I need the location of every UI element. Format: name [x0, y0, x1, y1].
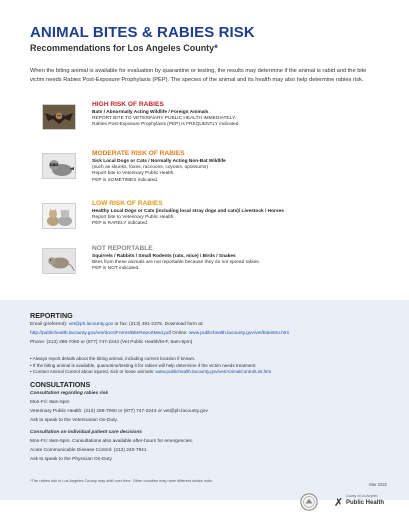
reporting-bullets: [30, 356, 386, 376]
reporting-email-line: [30, 322, 386, 328]
risk-reason-not-reportable: Bites from these animals are not reportable because they do not spread rabies.: [92, 259, 260, 265]
email-link[interactable]: vet@ph.lacounty.gov: [68, 322, 114, 327]
risk-heading-moderate: MODERATE RISK OF RABIES: [92, 150, 185, 157]
acute-disease-contact: Acute Communicable Disease Control: (213) 240-7941: [30, 448, 147, 453]
revision-date: Mar 2022: [369, 482, 387, 487]
form-link[interactable]: http://publichealth.lacounty.gov/vet/docs/Forms/BiteReportMed.pdf: [30, 331, 171, 336]
risk-section-moderate: [30, 150, 380, 194]
risk-section-not-reportable: [30, 245, 380, 289]
risk-heading-high: HIGH RISK OF RABIES: [92, 101, 164, 108]
fax-text: or fax: (213) 481-2375. Download form at:: [113, 322, 204, 327]
animal-control-link[interactable]: www.publichealth.lacounty.gov/vet/AnimalControlList.htm: [155, 369, 272, 375]
risk-pep-low: PEP is RARELY indicated.: [92, 221, 149, 227]
risk-examples-moderate: (such as skunks, foxes, raccoons, coyotes, opossums): [92, 164, 208, 170]
risk-animals-moderate: Sick Local Dogs or Cats / Normally Acting Non-Bat Wildlife: [92, 158, 226, 164]
vet-public-health-contact: Veterinary Public Health: (213) 288-7060 or (877) 747-2243 or vet@ph.lacounty.gov: [30, 409, 208, 414]
consultation-hours-2: Mon-Fri: 8am-5pm. Consultations also available after-hours for emergencies.: [30, 439, 194, 444]
online-prefix: Online:: [170, 331, 189, 336]
risk-section-low: [30, 200, 380, 244]
rat-icon: [42, 248, 76, 274]
consultation-patient-subheading: Consultation on individual patient care decisions: [30, 430, 142, 435]
risk-heading-not-reportable: NOT REPORTABLE: [92, 245, 153, 252]
contact-prefix: Contact Animal Control about injured, sick or loose animals:: [32, 369, 156, 375]
risk-pep-not-reportable: PEP is NOT indicated.: [92, 266, 140, 272]
bat-icon: [42, 104, 76, 130]
risk-pep-moderate: PEP is SOMETIMES indicated.: [92, 177, 159, 183]
list-item: • Always report details about the biting animal, including current location if known.: [30, 356, 386, 363]
list-item: • If the biting animal is available, quarantine/testing it for rabies will help determine if the victim needs treatment.: [30, 363, 386, 370]
consultation-hours-1: Mon-Fri: 8am-5pm: [30, 400, 70, 405]
risk-report-moderate: Report bite to Veterinary Public Health.: [92, 171, 175, 177]
intro-paragraph: When the biting animal is available for evaluation by quarantine or testing, the results may determine if the animal is rabid and the bite victim needs Rabies Post-Exposure Prophylaxis (PEP). The species of the animal and its health may also help determine rabies risk.: [30, 68, 367, 83]
email-prefix: Email (preferred):: [30, 322, 69, 327]
reporting-phone-line: Phone: (213) 288-7060 or (877) 747-2243 (Vet Public Health/M-F, 8am-5pm): [30, 340, 193, 345]
dog-cat-icon: [42, 203, 76, 229]
ask-physician: Ask to speak to the Physician On-Duty: [30, 457, 112, 462]
list-item: [30, 369, 386, 376]
reporting-heading: REPORTING: [30, 311, 73, 320]
page-subtitle: Recommendations for Los Angeles County*: [30, 43, 218, 53]
risk-animals-not-reportable: Squirrels / Rabbits / Small Rodents (rats, mice) / Birds / Snakes: [92, 253, 236, 259]
consultation-risk-subheading: Consultation regarding rabies risk: [30, 391, 109, 396]
county-seal-icon: [300, 493, 318, 511]
online-link[interactable]: www.publichealth.lacounty.gov/vet/biteintro.htm: [188, 331, 290, 336]
footnote: *The rabies risk in Los Angeles County may shift over time. Other counties may have different rabies risks.: [30, 478, 213, 483]
risk-section-high: [30, 101, 380, 145]
risk-animals-high: Bats / Abnormally Acting Wildlife / Foreign Animals: [92, 109, 209, 115]
ask-veterinarian: Ask to speak to the Veterinarian On-Duty.: [30, 418, 118, 423]
risk-pep-high: Rabies Post-Exposure Prophylaxis (PEP) is FREQUENTLY indicated.: [92, 122, 240, 128]
consultations-heading: CONSULTATIONS: [30, 380, 91, 389]
public-health-mark-icon: ✗: [334, 497, 344, 509]
raccoon-icon: [42, 153, 76, 179]
logo-public-health-text: Public Health: [346, 500, 385, 506]
risk-animals-low: Healthy Local Dogs or Cats (including local stray dogs and cats)/ Livestock / Horses: [92, 208, 284, 214]
reporting-form-line: [30, 331, 386, 337]
risk-report-low: Report bite to Veterinary Public Health.: [92, 214, 175, 220]
footer-logos: [300, 491, 392, 513]
page-title: ANIMAL BITES & RABIES RISK: [30, 24, 255, 41]
logo-county-text: County of Los Angeles: [346, 494, 378, 498]
risk-heading-low: LOW RISK OF RABIES: [92, 200, 163, 207]
risk-report-high: REPORT BITE TO VETERINARY PUBLIC HEALTH IMMEDIATELY.: [92, 115, 236, 121]
